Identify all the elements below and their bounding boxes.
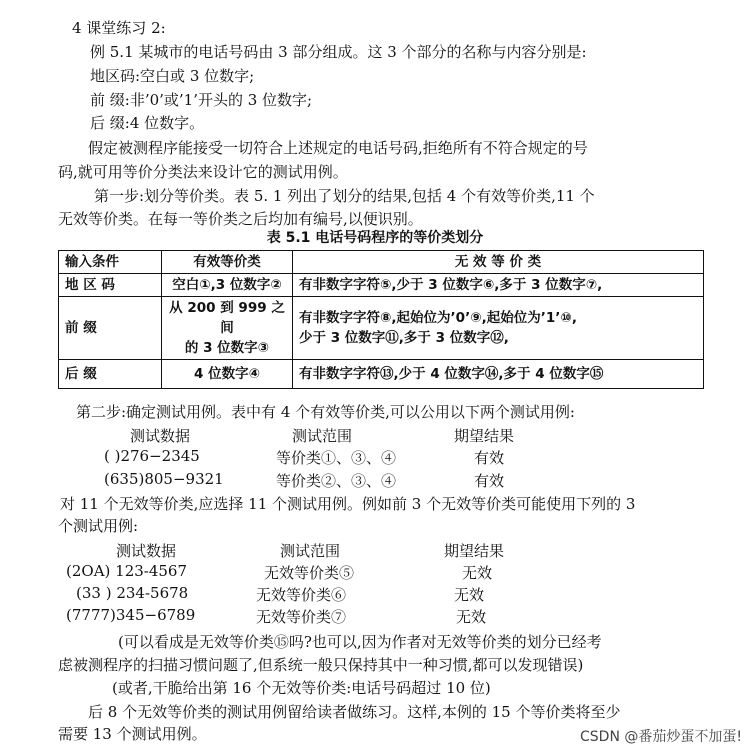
- invalid-case-range: 无效等价类⑦: [256, 608, 347, 626]
- table-row: [59, 274, 704, 297]
- valid-cases-header-range: 测试范围: [292, 427, 353, 445]
- valid-cases-header-expected: 期望结果: [454, 427, 515, 445]
- example-intro: 例 5.1 某城市的电话号码由 3 部分组成。这 3 个部分的名称与内容分别是:: [90, 43, 587, 61]
- equivalence-class-table: [58, 250, 704, 389]
- step1-line-2: 无效等价类。在每一等价类之后均加有编号,以便识别。: [58, 210, 423, 228]
- section-heading: 4 课堂练习 2:: [72, 19, 166, 37]
- valid-case-expected: 有效: [474, 472, 505, 490]
- row-invalid: [293, 297, 704, 360]
- invalid-cases-header-data: 测试数据: [116, 542, 177, 560]
- part-area-code: 地区码:空白或 3 位数字;: [90, 67, 255, 85]
- note-line-2: 虑被测程序的扫描习惯问题了,但系统一般只保持其中一种习惯,都可以发现错误): [58, 656, 584, 674]
- valid-cases-header-data: 测试数据: [130, 427, 191, 445]
- paragraph-1-line-2: 码,就可用等价分类法来设计它的测试用例。: [58, 163, 348, 181]
- row-invalid: 有非数字字符⑤,少于 3 位数字⑥,多于 3 位数字⑦,: [293, 274, 704, 297]
- table-row: [59, 297, 704, 360]
- note-line-1: (可以看成是无效等价类⑮吗?也可以,因为作者对无效等价类的划分已经考: [118, 633, 602, 651]
- table-header-row: [59, 251, 704, 274]
- paragraph-1-line-1: 假定被测程序能接受一切符合上述规定的电话号码,拒绝所有不符合规定的号: [88, 139, 588, 157]
- step1-line-1: 第一步:划分等价类。表 5. 1 列出了划分的结果,包括 4 个有效等价类,11 个: [94, 187, 595, 205]
- final-line-1: 后 8 个无效等价类的测试用例留给读者做练习。这样,本例的 15 个等价类将至少: [88, 703, 621, 721]
- invalid-case-range: 无效等价类⑥: [256, 586, 347, 604]
- header-invalid-class: 无 效 等 价 类: [293, 251, 704, 274]
- invalid-intro-line-2: 个测试用例:: [58, 517, 139, 535]
- row-valid-line: 从 200 到 999 之间: [169, 300, 285, 336]
- invalid-case-range: 无效等价类⑤: [264, 564, 355, 582]
- valid-case-range: 等价类①、③、④: [276, 449, 397, 467]
- row-invalid-line: 有非数字字符⑧,起始位为’0’⑨,起始位为’1’⑩,: [299, 310, 577, 326]
- header-input-condition: 输入条件: [59, 251, 162, 274]
- row-valid: [162, 297, 293, 360]
- note-line-3: (或者,干脆给出第 16 个无效等价类:电话号码超过 10 位): [112, 679, 491, 697]
- part-prefix: 前 缀:非’0’或’1’开头的 3 位数字;: [90, 91, 313, 109]
- final-line-2: 需要 13 个测试用例。: [58, 725, 207, 743]
- invalid-case-data: (33 ) 234-5678: [76, 584, 189, 602]
- invalid-cases-header-expected: 期望结果: [444, 542, 505, 560]
- row-valid: 空白①,3 位数字②: [162, 274, 293, 297]
- invalid-case-expected: 无效: [456, 608, 487, 626]
- valid-case-range: 等价类②、③、④: [276, 472, 397, 490]
- header-valid-class: 有效等价类: [162, 251, 293, 274]
- step2-line: 第二步:确定测试用例。表中有 4 个有效等价类,可以公用以下两个测试用例:: [76, 403, 575, 421]
- invalid-cases-header-range: 测试范围: [280, 542, 341, 560]
- row-valid-line: 的 3 位数字③: [184, 340, 270, 356]
- valid-case-data: ( )276−2345: [104, 447, 200, 465]
- valid-case-data: (635)805−9321: [104, 470, 224, 488]
- invalid-case-data: (7777)345−6789: [66, 606, 196, 624]
- invalid-case-expected: 无效: [454, 586, 485, 604]
- row-invalid: 有非数字字符⑬,少于 4 位数字⑭,多于 4 位数字⑮: [293, 360, 704, 389]
- part-suffix: 后 缀:4 位数字。: [90, 114, 205, 132]
- row-condition: 前 缀: [59, 297, 162, 360]
- invalid-case-expected: 无效: [462, 564, 493, 582]
- row-condition: 地 区 码: [59, 274, 162, 297]
- invalid-intro-line-1: 对 11 个无效等价类,应选择 11 个测试用例。例如前 3 个无效等价类可能使用下列的 3: [60, 495, 636, 513]
- invalid-case-data: (2OA) 123-4567: [66, 562, 188, 580]
- row-valid: 4 位数字④: [162, 360, 293, 389]
- valid-case-expected: 有效: [474, 449, 505, 467]
- csdn-watermark: CSDN @番茄炒蛋不加蛋!: [580, 729, 742, 745]
- table-caption: 表 5.1 电话号码程序的等价类划分: [266, 230, 484, 246]
- row-invalid-line: 少于 3 位数字⑪,多于 3 位数字⑫,: [299, 330, 509, 346]
- row-condition: 后 缀: [59, 360, 162, 389]
- table-row: [59, 360, 704, 389]
